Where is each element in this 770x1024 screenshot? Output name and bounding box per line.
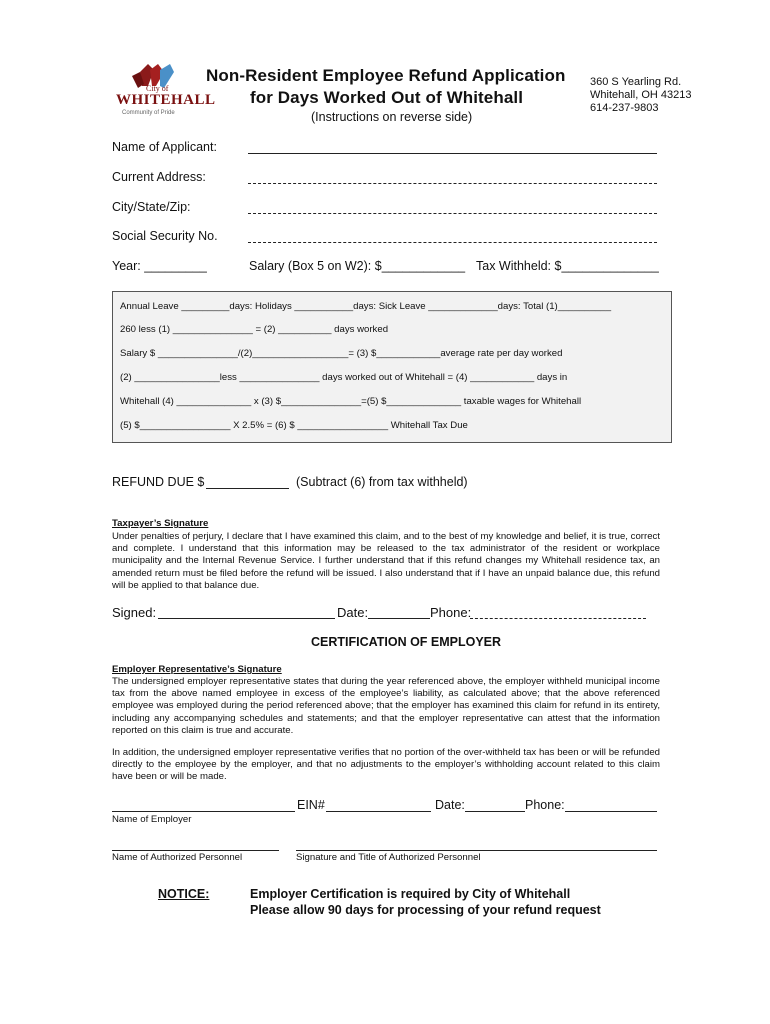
- city-state-zip-label: City/State/Zip:: [112, 200, 191, 214]
- year-field[interactable]: Year: _________: [112, 259, 207, 273]
- calc-line-3[interactable]: Salary $ _______________/(2)__________________= (3) $____________average rate per day worked: [120, 348, 563, 359]
- ein-field[interactable]: [326, 811, 431, 812]
- employer-date-field[interactable]: [465, 811, 525, 812]
- employer-verification: In addition, the undersigned employer representative verifies that no portion of the over-withheld tax has been or will be refunded directly to the employee by the employer, and that no adjustments to the employer’s withholding account related to this claim have been or will be made.: [112, 747, 660, 783]
- current-address-field[interactable]: [248, 183, 657, 184]
- city-logo: [112, 62, 216, 122]
- city-address-line1: 360 S Yearling Rd.: [590, 76, 682, 88]
- ssn-label: Social Security No.: [112, 229, 218, 243]
- city-phone: 614-237-9803: [590, 102, 659, 114]
- taxpayer-phone-field[interactable]: [470, 618, 646, 619]
- ein-label: EIN#: [297, 798, 325, 812]
- name-of-employer-caption: Name of Employer: [112, 814, 192, 825]
- city-address-line2: Whitehall, OH 43213: [590, 89, 692, 101]
- city-state-zip-field[interactable]: [248, 213, 657, 214]
- employer-date-label: Date:: [435, 798, 465, 812]
- signature-title-caption: Signature and Title of Authorized Personnel: [296, 852, 481, 863]
- logo-tagline: Community of Pride: [122, 110, 175, 116]
- calc-line-1[interactable]: Annual Leave _________days: Holidays ___________days: Sick Leave _____________days: Total (1)__________: [120, 301, 612, 312]
- employer-name-field[interactable]: [112, 811, 295, 812]
- taxpayer-phone-label: Phone:: [430, 605, 472, 620]
- taxpayer-declaration: Under penalties of perjury, I declare that I have examined this claim, and to the best of my knowledge and belief, it is true, correct and complete. I understand that this information may be released to the tax administrator of the resident or workplace municipality and the Internal Revenue Service. I further understand that if this refund changes my Whitehall residence tax, an amended return must be filed before the refund will be issued. I also understand that if I have an unpaid balance due, this refund will be applied to that balance due.: [112, 531, 660, 591]
- form-subtitle: (Instructions on reverse side): [311, 110, 473, 124]
- refund-due-label: REFUND DUE $: [112, 475, 205, 489]
- employer-rep-heading: Employer Representative’s Signature: [112, 664, 282, 675]
- authorized-personnel-name-field[interactable]: [112, 850, 279, 851]
- taxpayer-signature-field[interactable]: [158, 618, 335, 619]
- refund-due-field[interactable]: [206, 488, 289, 489]
- taxpayer-signature-heading: Taxpayer’s Signature: [112, 518, 209, 529]
- form-title-line1: Non-Resident Employee Refund Application: [206, 66, 566, 85]
- applicant-name-label: Name of Applicant:: [112, 140, 217, 154]
- current-address-label: Current Address:: [112, 170, 206, 184]
- employer-phone-field[interactable]: [565, 811, 657, 812]
- employer-cert-heading: CERTIFICATION OF EMPLOYER: [311, 635, 502, 649]
- employer-phone-label: Phone:: [525, 798, 565, 812]
- authorized-personnel-name-caption: Name of Authorized Personnel: [112, 852, 243, 863]
- notice-label: NOTICE:: [158, 887, 210, 901]
- notice-line1: Employer Certification is required by City of Whitehall: [250, 887, 571, 901]
- salary-field[interactable]: Salary (Box 5 on W2): $____________: [249, 259, 466, 273]
- logo-city-name: WHITEHALL: [116, 92, 216, 108]
- taxpayer-date-label: Date:: [337, 605, 369, 620]
- form-title-line2: for Days Worked Out of Whitehall: [250, 88, 524, 107]
- tax-withheld-field[interactable]: Tax Withheld: $______________: [476, 259, 659, 273]
- calc-line-2[interactable]: 260 less (1) _______________ = (2) __________ days worked: [120, 324, 389, 335]
- calc-line-6[interactable]: (5) $_________________ X 2.5% = (6) $ _________________ Whitehall Tax Due: [120, 420, 468, 431]
- refund-due-note: (Subtract (6) from tax withheld): [296, 475, 468, 489]
- notice-line2: Please allow 90 days for processing of your refund request: [250, 903, 601, 917]
- authorized-personnel-signature-field[interactable]: [296, 850, 657, 851]
- ssn-field[interactable]: [248, 242, 657, 243]
- calc-line-5[interactable]: Whitehall (4) ______________ x (3) $_______________=(5) $______________ taxable wages for Whitehall: [120, 396, 582, 407]
- logo-city-small: City of: [146, 84, 169, 93]
- taxpayer-date-field[interactable]: [368, 618, 430, 619]
- applicant-name-field[interactable]: [248, 153, 657, 154]
- employer-statement: The undersigned employer representative states that during the year referenced above, the employer withheld municipal income tax from the above named employee in excess of the employee’s liability, as calculated above; that the above referenced employee was employed during the period referenced above; that the employer has examined this claim for refund in its entirety, including any accompanying schedules and statements; and that the employer representative can attest that the information reported on this claim is true and accurate.: [112, 676, 660, 736]
- signed-label: Signed:: [112, 605, 157, 620]
- calc-line-4[interactable]: (2) ________________less _______________ days worked out of Whitehall = (4) ____________ days in: [120, 372, 568, 383]
